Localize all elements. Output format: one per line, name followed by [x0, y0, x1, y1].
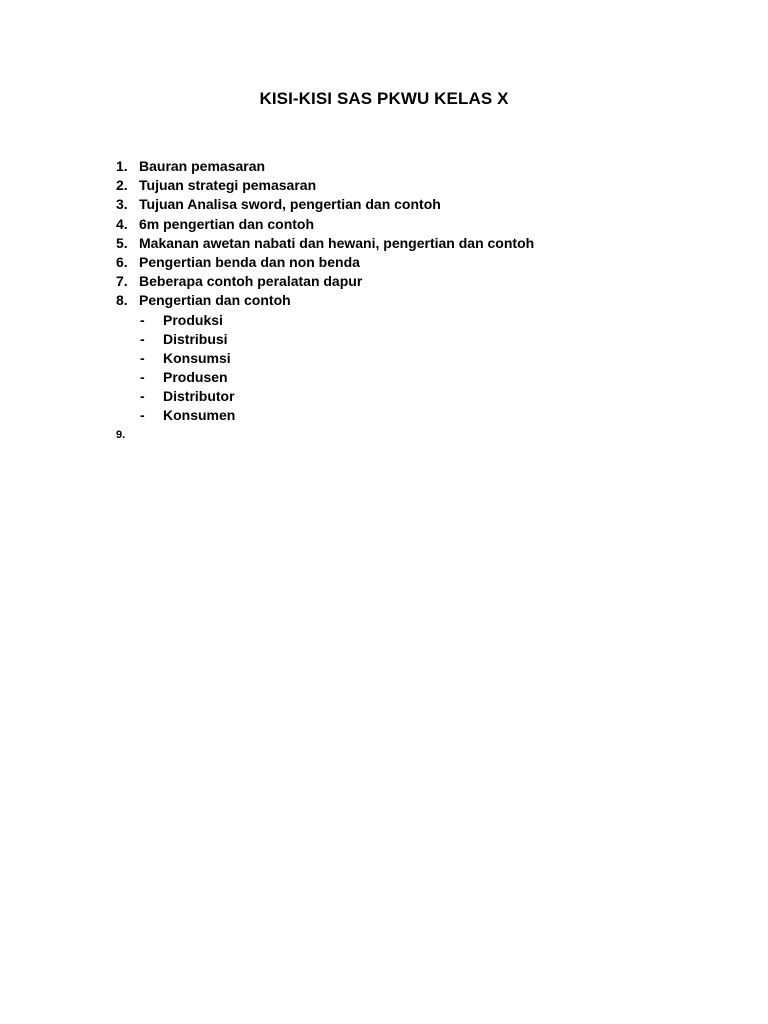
- list-item: [112, 195, 672, 214]
- sub-list-item-text: Produsen: [163, 369, 228, 386]
- document-title: KISI-KISI SAS PKWU KELAS X: [259, 89, 509, 108]
- list-item: [112, 215, 672, 234]
- list-item: [112, 234, 672, 253]
- list-item-text: Makanan awetan nabati dan hewani, pengertian dan contoh: [139, 234, 535, 251]
- sub-list-bullet: -: [140, 369, 145, 386]
- sub-list-item: [112, 368, 672, 387]
- list-item-number: 2.: [116, 177, 128, 194]
- list-item: [112, 272, 672, 291]
- list-item-text: Tujuan strategi pemasaran: [139, 177, 317, 194]
- list-item-text: Beberapa contoh peralatan dapur: [139, 273, 363, 290]
- topic-list: [112, 157, 672, 445]
- sub-list-item: [112, 311, 672, 330]
- sub-list-item: [112, 349, 672, 368]
- sub-list-item-text: Konsumen: [163, 407, 236, 424]
- list-item-number: 3.: [116, 196, 128, 213]
- list-item-empty: [112, 426, 672, 445]
- sub-list-bullet: -: [140, 330, 145, 347]
- sub-list-item-text: Distributor: [163, 388, 235, 405]
- sub-list-item-text: Konsumsi: [163, 349, 231, 366]
- sub-list-item: [112, 387, 672, 406]
- list-item: [112, 157, 672, 176]
- list-item-text: Tujuan Analisa sword, pengertian dan contoh: [139, 196, 441, 213]
- list-item-number: 6.: [116, 253, 128, 270]
- list-item-text: Bauran pemasaran: [139, 158, 266, 174]
- sub-list-item-text: Produksi: [163, 311, 223, 328]
- list-item: [112, 253, 672, 272]
- sub-list-bullet: -: [140, 388, 145, 405]
- sub-list-bullet: -: [140, 349, 145, 366]
- sub-list-item: [112, 330, 672, 349]
- list-item-text: Pengertian dan contoh: [139, 292, 291, 309]
- sub-list-item: [112, 406, 672, 425]
- sub-list-bullet: -: [140, 311, 145, 328]
- list-item-number: 4.: [116, 215, 128, 232]
- list-item-number: 5.: [116, 234, 128, 251]
- list-item-number: 7.: [116, 273, 128, 290]
- list-item-number: 9.: [116, 428, 126, 441]
- list-item-text: 6m pengertian dan contoh: [139, 215, 315, 232]
- sub-list-bullet: -: [140, 407, 145, 424]
- list-item: [112, 176, 672, 195]
- list-item-number: 8.: [116, 292, 128, 309]
- list-item-number: 1.: [116, 158, 128, 174]
- sub-list-item-text: Distribusi: [163, 330, 228, 347]
- list-item: [112, 291, 672, 310]
- list-item-text: Pengertian benda dan non benda: [139, 253, 360, 270]
